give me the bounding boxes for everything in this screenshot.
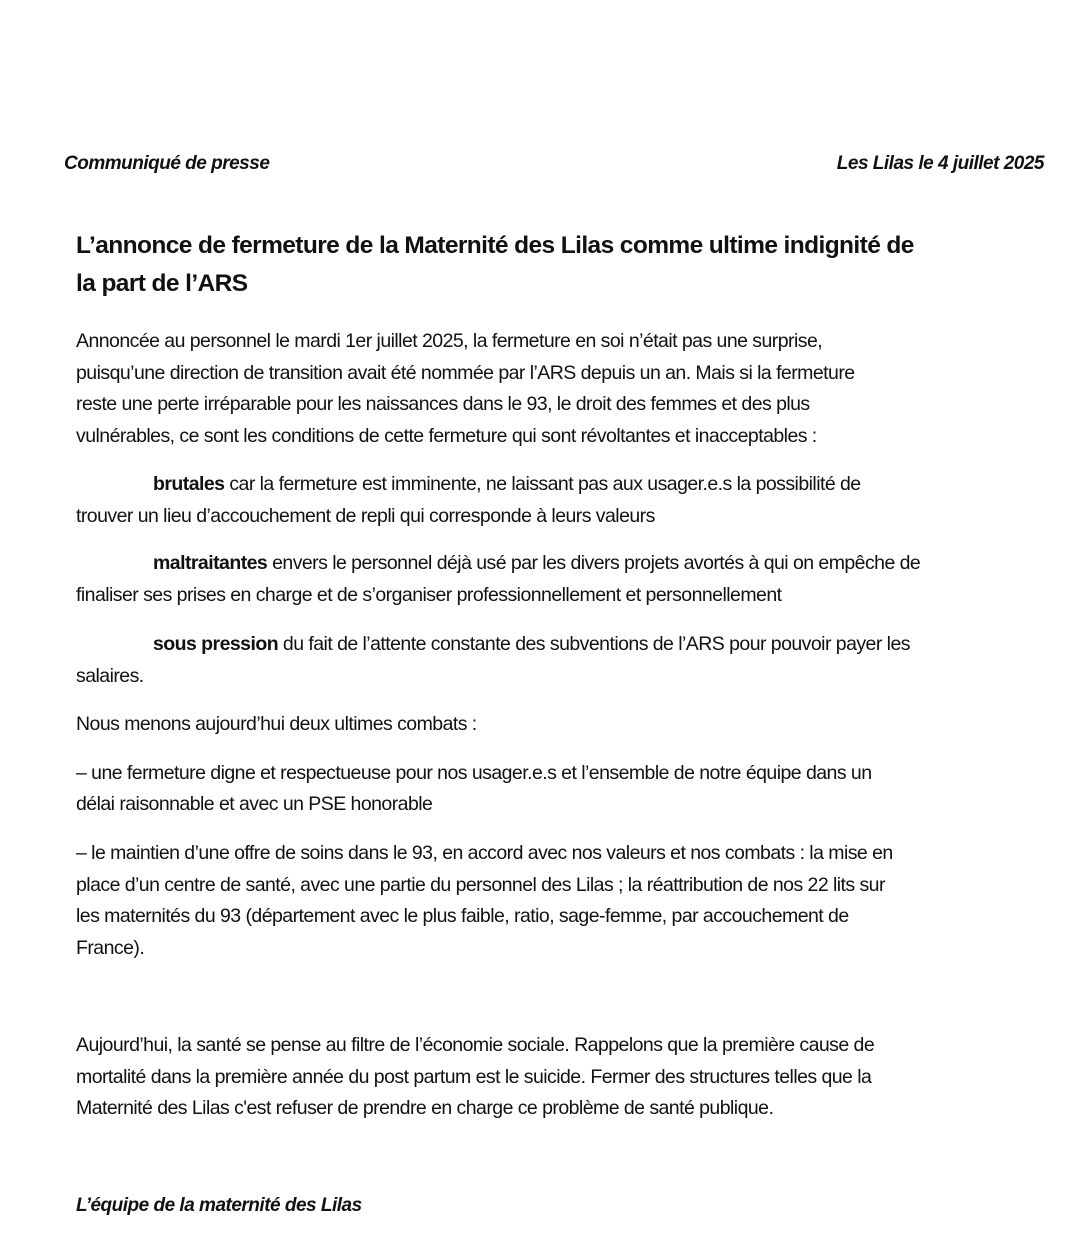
combats-intro: Nous menons aujourd’hui deux ultimes combats : — [76, 713, 477, 735]
title-line: la part de l’ARS — [76, 270, 248, 297]
paragraph-line: Aujourd’hui, la santé se pense au filtre de l’économie sociale. Rappelons que la première cause de — [76, 1034, 875, 1056]
paragraph-line: – le maintien d’une offre de soins dans le 93, en accord avec nos valeurs et nos combats : la mise en — [76, 842, 893, 864]
paragraph-line: salaires. — [76, 665, 144, 687]
condition-text: envers le personnel déjà usé par les divers projets avortés à qui on empêche de — [267, 552, 921, 574]
paragraph-line — [153, 472, 861, 496]
paragraph-line: Maternité des Lilas c'est refuser de prendre en charge ce problème de santé publique. — [76, 1097, 774, 1119]
paragraph-line: trouver un lieu d’accouchement de repli qui corresponde à leurs valeurs — [76, 505, 655, 527]
paragraph-line: délai raisonnable et avec un PSE honorable — [76, 793, 433, 815]
condition-keyword: brutales — [153, 473, 225, 495]
paragraph-line: – une fermeture digne et respectueuse pour nos usager.e.s et l’ensemble de notre équipe dans un — [76, 762, 872, 784]
condition-text: du fait de l’attente constante des subventions de l’ARS pour pouvoir payer les — [278, 633, 910, 655]
paragraph-line: place d’un centre de santé, avec une partie du personnel des Lilas ; la réattribution de nos 22 lits sur — [76, 874, 885, 896]
paragraph-line: Annoncée au personnel le mardi 1er juillet 2025, la fermeture en soi n’était pas une surprise, — [76, 330, 823, 352]
paragraph-line: les maternités du 93 (département avec le plus faible, ratio, sage-femme, par accouchement de — [76, 905, 849, 927]
paragraph-line: reste une perte irréparable pour les naissances dans le 93, le droit des femmes et des plus — [76, 393, 810, 415]
paragraph-line: France). — [76, 937, 145, 959]
paragraph-line — [153, 551, 920, 575]
condition-text: car la fermeture est imminente, ne laissant pas aux usager.e.s la possibilité de — [224, 473, 861, 495]
paragraph-line: mortalité dans la première année du post partum est le suicide. Fermer des structures telles que la — [76, 1066, 872, 1088]
place-date: Les Lilas le 4 juillet 2025 — [836, 153, 1044, 174]
condition-keyword: sous pression — [153, 633, 279, 655]
paragraph-line: finaliser ses prises en charge et de s’organiser professionnellement et personnellement — [76, 584, 782, 606]
document-type-label: Communiqué de presse — [64, 153, 270, 174]
title-line: L’annonce de fermeture de la Maternité des Lilas comme ultime indignité de — [76, 232, 914, 259]
condition-keyword: maltraitantes — [153, 552, 268, 574]
paragraph-line: puisqu’une direction de transition avait été nommée par l’ARS depuis un an. Mais si la fermeture — [76, 362, 855, 384]
signature: L’équipe de la maternité des Lilas — [76, 1195, 362, 1216]
paragraph-line: vulnérables, ce sont les conditions de cette fermeture qui sont révoltantes et inacceptables : — [76, 425, 817, 447]
paragraph-line — [153, 632, 910, 656]
